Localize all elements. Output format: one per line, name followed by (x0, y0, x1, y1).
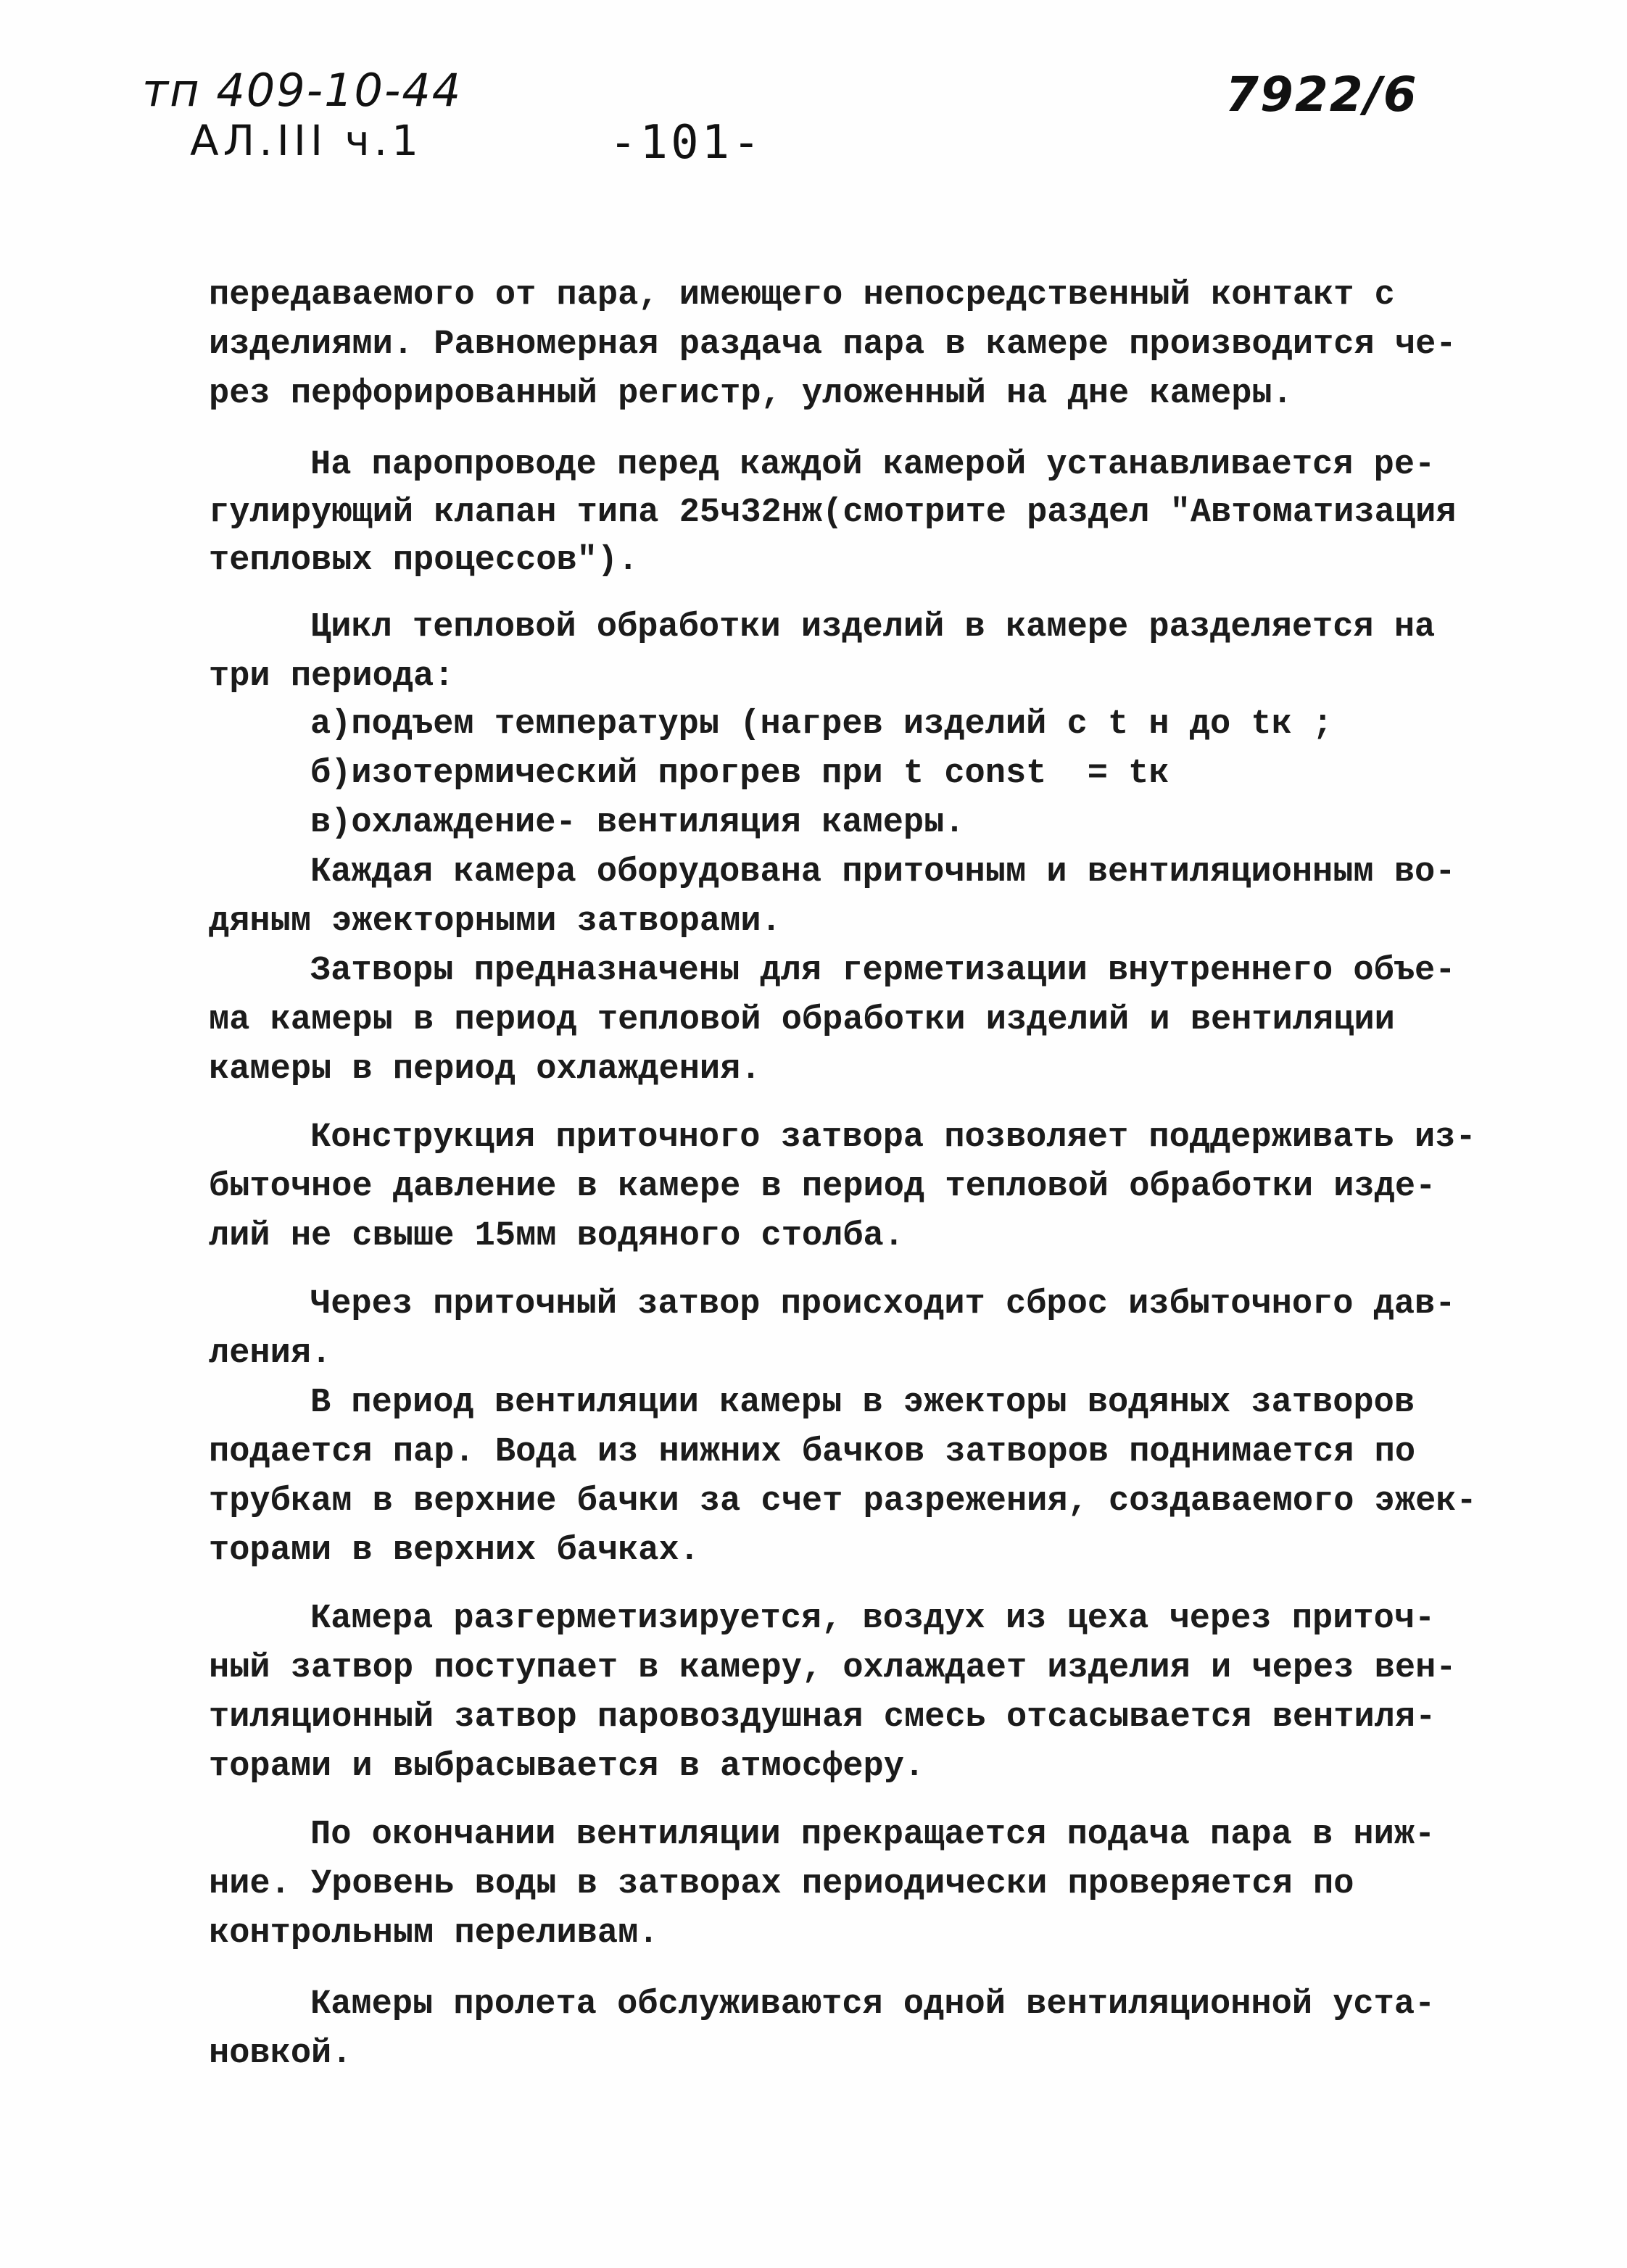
text-line: в)охлаждение- вентиляция камеры. (310, 804, 965, 842)
text-line: Конструкция приточного затвора позволяет поддерживать из- (310, 1118, 1476, 1157)
text-line: дяным эжекторными затворами. (209, 902, 782, 941)
text-line: передаваемого от пара, имеющего непосредственный контакт с (209, 276, 1395, 315)
text-line: подается пар. Вода из нижних бачков затворов поднимается по (209, 1433, 1416, 1471)
text-line: б)изотермический прогрев при t const = tк (310, 755, 1169, 793)
text-line: новкой. (209, 2035, 352, 2073)
text-line: торами и выбрасывается в атмосферу. (209, 1748, 925, 1786)
text-line: Каждая камера оборудована приточным и вентиляционным во- (310, 853, 1456, 892)
text-line: Камеры пролета обслуживаются одной вентиляционной уста- (310, 1985, 1436, 2024)
text-line: три периода: (209, 657, 455, 696)
text-line: По окончании вентиляции прекращается подача пара в ниж- (310, 1816, 1436, 1854)
text-line: камеры в период охлаждения. (209, 1050, 761, 1089)
text-line: а)подъем температуры (нагрев изделий с t н до tк ; (310, 705, 1333, 744)
text-line: тепловых процессов"). (209, 541, 639, 580)
document-code: тп 409-10-44 (142, 64, 463, 117)
text-line: торами в верхних бачках. (209, 1532, 700, 1570)
text-line: лий не свыше 15мм водяного столба. (209, 1217, 904, 1255)
text-line: Через приточный затвор происходит сброс избыточного дав- (310, 1285, 1456, 1324)
text-line: ления. (209, 1334, 332, 1373)
text-line: Затворы предназначены для герметизации внутреннего объе- (310, 952, 1456, 990)
text-line: изделиями. Равномерная раздача пара в камере производится че- (209, 325, 1457, 364)
text-line: гулирующий клапан типа 25ч32нж(смотрите раздел "Автоматизация (209, 494, 1457, 532)
text-line: контрольным переливам. (209, 1914, 659, 1953)
page-number: -101- (609, 116, 763, 170)
text-line: трубкам в верхние бачки за счет разрежения, создаваемого эжек- (209, 1482, 1477, 1521)
document-number: 7922/6 (1225, 67, 1418, 122)
text-line: быточное давление в камере в период тепловой обработки изде- (209, 1168, 1436, 1206)
text-line: тиляционный затвор паровоздушная смесь отсасывается вентиля- (209, 1698, 1436, 1737)
sheet-reference: АЛ.III ч.1 (190, 116, 423, 165)
text-line: На паропроводе перед каждой камерой устанавливается ре- (310, 446, 1436, 484)
text-line: В период вентиляции камеры в эжекторы водяных затворов (310, 1384, 1415, 1422)
text-line: Цикл тепловой обработки изделий в камере разделяется на (310, 608, 1436, 647)
text-line: ма камеры в период тепловой обработки изделий и вентиляции (209, 1001, 1395, 1039)
text-line: ние. Уровень воды в затворах периодически проверяется по (209, 1865, 1354, 1903)
text-line: ный затвор поступает в камеру, охлаждает изделия и через вен- (209, 1649, 1457, 1687)
text-line: рез перфорированный регистр, уложенный на дне камеры. (209, 375, 1293, 413)
text-line: Камера разгерметизируется, воздух из цеха через приточ- (310, 1600, 1436, 1638)
